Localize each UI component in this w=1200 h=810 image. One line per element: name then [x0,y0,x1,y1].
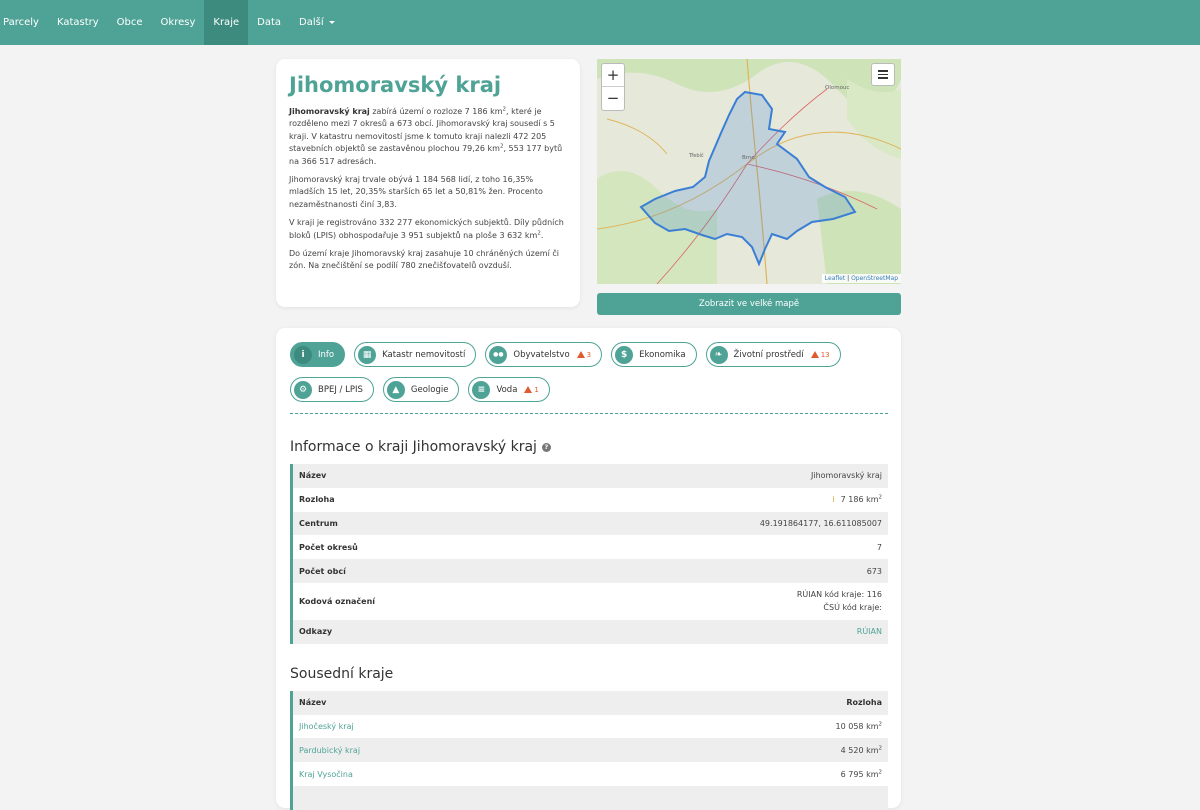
table-row [293,583,888,620]
intro-text: V kraji je registrováno 332 277 ekonomických subjektů. Díly půdních bloků (LPIS) obhospodařuje 3 951 subjektů na ploše 3 632 km [289,218,564,240]
map-attribution [822,274,901,283]
nav-item-kraje[interactable]: Kraje [204,0,248,45]
row-key: Počet obcí [299,566,346,576]
attrib-separator: | [845,275,852,282]
intro-text: , 553 177 bytů na 366 517 adresách. [289,144,563,166]
hamburger-icon [878,74,888,76]
area-value: 6 795 km [840,769,879,779]
warning-icon [577,351,585,358]
tab-info[interactable] [290,342,345,367]
tab-voda[interactable] [468,377,549,402]
sup: 2 [878,768,882,775]
row-key: Centrum [299,518,338,528]
neighbor-area [836,722,882,731]
row-value [797,588,882,614]
nav-item-data[interactable]: Data [257,17,282,28]
neighbor-link[interactable]: Jihočeský kraj [299,721,354,731]
hamburger-icon [878,70,888,72]
map-icon: ▦ [358,346,376,364]
table-row [293,488,888,512]
row-value [832,495,882,504]
tabs-bar [290,342,888,402]
region-intro-card [276,59,580,307]
show-big-map-button[interactable]: Zobrazit ve velké mapě [597,293,901,315]
neighbors-heading: Sousední kraje [290,665,394,682]
intro-text: zabírá území o rozloze 7 186 km [369,107,503,116]
sup: 2 [537,230,541,236]
dollar-icon: $ [615,346,633,364]
tractor-icon: ⚙ [294,381,312,399]
sup: 2 [878,745,882,752]
info-icon[interactable]: i [832,495,835,505]
tab-label: Voda [496,384,518,395]
warning-icon [811,351,819,358]
neighbor-link[interactable]: Kraj Vysočina [299,769,353,779]
row-value: Jihomoravský kraj [811,471,882,481]
column-header: Název [299,698,327,708]
tab-geologie[interactable] [383,377,460,402]
hamburger-icon [878,77,888,79]
warning-badge [811,351,830,359]
svg-text:Olomouc: Olomouc [825,85,850,91]
region-detail-card [276,328,901,808]
svg-text:Brno: Brno [742,155,755,161]
nav-item-obce[interactable]: Obce [116,17,143,28]
intro-paragraph-population: Jihomoravský kraj trvale obývá 1 184 568 lidí, z toho 16,35% mladších 15 let, 20,35% starších 65 let a 50,81% žen. Procento nezaměstnanosti činí 3,83. [289,175,543,209]
table-row [293,535,888,559]
svg-text:Třebíč: Třebíč [689,153,704,159]
tab-label: Ekonomika [639,349,686,360]
intro-paragraph-environment: Do území kraje Jihomoravský kraj zasahuje 10 chráněných území či zón. Na znečištění se podílí 780 znečišťovatelů ovzduší. [289,249,559,271]
nav-item-parcely[interactable]: Parcely [3,17,39,28]
tab-label: Geologie [410,384,449,395]
help-icon[interactable]: ? [542,443,551,452]
nav-item-okresy[interactable]: Okresy [160,17,196,28]
table-row [293,762,888,786]
table-header-row [293,691,888,715]
intro-paragraph-economy [289,217,567,242]
neighbor-area [841,746,882,755]
tab-label: Obyvatelstvo [513,349,570,360]
info-table [290,464,888,644]
warning-count: 3 [586,350,592,359]
nav-item-dalsi[interactable] [290,0,344,45]
area-value: 4 520 km [840,745,879,755]
neighbors-table [290,691,888,810]
row-key: Rozloha [299,495,335,505]
map-canvas [597,59,901,284]
mountain-icon: ▲ [387,381,405,399]
area-value: 7 186 km [840,495,879,505]
row-key: Odkazy [299,627,333,637]
warning-icon [524,386,532,393]
tab-obyvatelstvo[interactable] [485,342,602,367]
tab-zivotni-prostredi[interactable] [706,342,841,367]
leaf-icon: ❧ [710,346,728,364]
tab-label: Životní prostředí [733,349,804,360]
neighbor-area [841,770,882,779]
row-key: Kodová označení [299,596,376,606]
warning-count: 13 [820,350,830,359]
warning-badge [524,386,538,394]
row-key: Počet okresů [299,542,358,552]
page-title: Jihomoravský kraj [289,73,502,97]
tab-bpej-lpis[interactable] [290,377,374,402]
leaflet-link[interactable]: Leaflet [824,275,846,282]
table-row [293,464,888,488]
intro-text: , které je rozděleno mezi 7 okresů a 673 obcí. Jihomoravský kraj sousedí s 5 kraji. V katastru nemovitostí jsme k tomuto kraji nalezli 472 205 stavebních objektů se zastavěnou plochou 79,26 km [289,107,555,154]
table-row [293,715,888,739]
map-menu-button[interactable] [871,63,895,86]
sup: 2 [502,106,507,113]
neighbor-link[interactable]: Pardubický kraj [299,745,361,755]
table-row [293,512,888,536]
tabs-divider [290,413,888,414]
info-heading [290,439,887,455]
row-value: 49.191864177, 16.611085007 [759,518,882,528]
region-map[interactable] [597,59,901,284]
ruian-code: RÚIAN kód kraje: 116 [796,590,882,600]
nav-item-dalsi-label: Další [299,17,324,28]
tab-label: Info [318,349,335,360]
warning-count: 1 [534,385,539,394]
table-row [293,738,888,762]
zoom-out-button[interactable]: − [606,89,620,107]
tab-label: Katastr nemovitostí [382,349,466,360]
caret-down-icon [329,21,335,24]
column-header: Rozloha [846,698,882,708]
intro-text: . [540,230,544,240]
info-icon: i [294,346,312,364]
row-value: 673 [866,566,882,576]
tab-katastr[interactable] [354,342,476,367]
area-value: 10 058 km [835,721,879,731]
top-navbar [0,0,1200,45]
users-icon: ●● [489,346,507,364]
table-row [293,559,888,583]
csu-code: ČSÚ kód kraje: [823,603,882,613]
tab-label: BPEJ / LPIS [318,384,363,395]
map-zoom-control [601,63,625,111]
tab-ekonomika[interactable] [611,342,696,367]
sup: 2 [878,721,882,728]
intro-region-name: Jihomoravský kraj [289,107,370,116]
ruian-link[interactable]: RÚIAN [856,627,882,637]
warning-badge [577,351,591,359]
osm-link[interactable]: OpenStreetMap [851,275,898,282]
row-value: 7 [876,542,882,552]
zoom-in-button[interactable]: + [602,64,624,87]
intro-paragraph-area [289,106,567,168]
table-row [293,620,888,644]
row-key: Název [299,471,327,481]
nav-item-katastry[interactable]: Katastry [56,17,99,28]
sup: 2 [878,494,882,501]
water-icon: ≡ [472,381,490,399]
info-heading-text: Informace o kraji Jihomoravský kraj [290,439,537,455]
sup: 2 [499,143,504,150]
